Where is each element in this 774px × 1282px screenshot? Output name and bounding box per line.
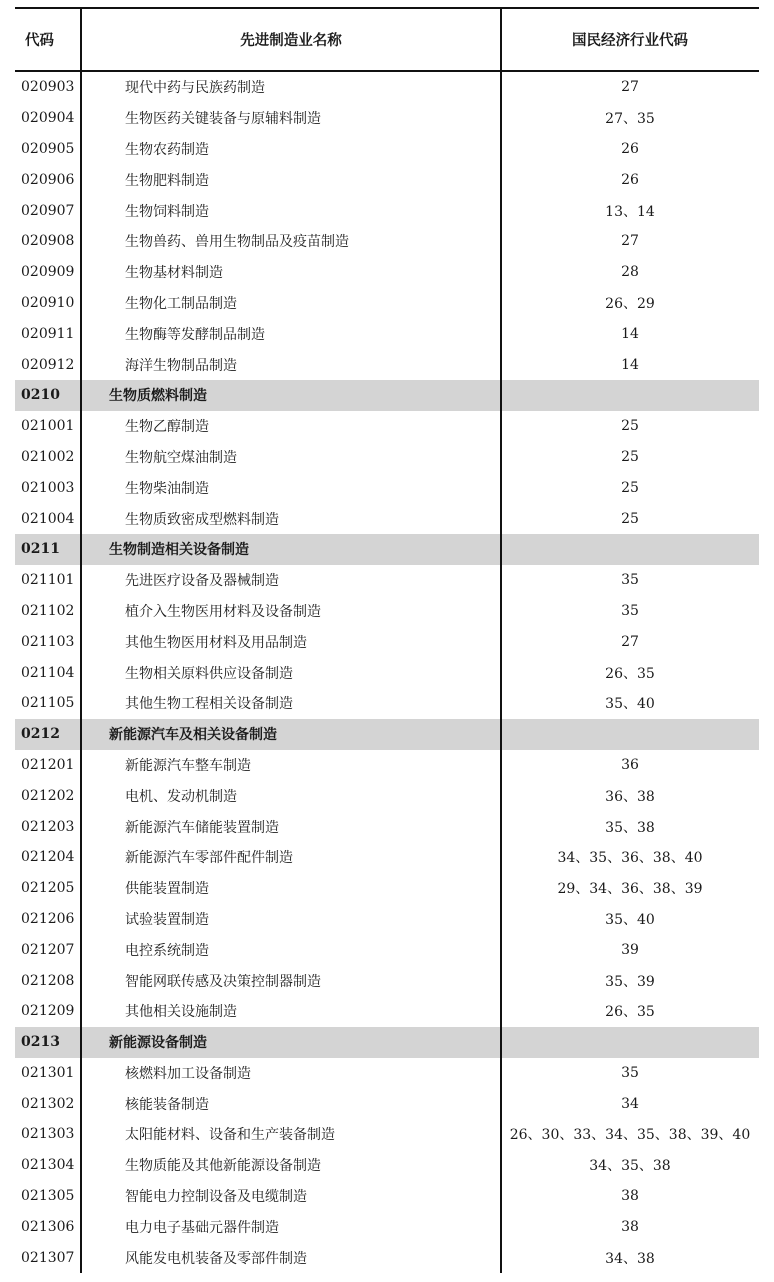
table-row: [15, 1211, 759, 1242]
cell-industry: 25: [621, 448, 639, 465]
cell-industry: 27: [621, 79, 639, 96]
cell-name: 生物农药制造: [125, 141, 209, 158]
cell-code: 021201: [21, 756, 75, 773]
cell-industry: 26、30、33、34、35、38、39、40: [509, 1127, 751, 1144]
table-row: [15, 657, 759, 688]
cell-code: 021302: [21, 1095, 75, 1112]
cell-name: 核燃料加工设备制造: [125, 1065, 251, 1082]
table-row: [15, 565, 759, 596]
cell-industry: 14: [621, 325, 639, 342]
cell-name: 生物酶等发酵制品制造: [125, 326, 265, 343]
cell-code: 0210: [21, 387, 60, 404]
cell-name: 供能装置制造: [125, 881, 209, 898]
cell-name: 其他相关设施制造: [125, 1004, 237, 1021]
table-row: [15, 934, 759, 965]
cell-industry: 25: [621, 418, 639, 435]
cell-industry: 26、35: [605, 1004, 655, 1021]
table-row: [15, 811, 759, 842]
cell-name: 风能发电机装备及零部件制造: [125, 1250, 307, 1267]
cell-name: 电控系统制造: [125, 942, 209, 959]
cell-code: 021305: [21, 1188, 75, 1205]
cell-code: 021105: [21, 695, 75, 712]
cell-code: 021102: [21, 602, 75, 619]
cell-industry: 34、35、36、38、40: [557, 850, 703, 867]
cell-industry: 26、29: [605, 295, 655, 312]
table-row: [15, 688, 759, 719]
table-row: [15, 195, 759, 226]
cell-name: 新能源汽车及相关设备制造: [109, 727, 277, 744]
cell-code: 021207: [21, 941, 75, 958]
cell-name: 生物柴油制造: [125, 480, 209, 497]
table-row: [15, 318, 759, 349]
cell-name: 生物相关原料供应设备制造: [125, 665, 293, 682]
category-row: [15, 534, 759, 565]
table-row: [15, 873, 759, 904]
table-body: [15, 72, 759, 1273]
cell-code: 021101: [21, 572, 75, 589]
cell-name: 先进医疗设备及器械制造: [125, 573, 279, 590]
category-row: [15, 380, 759, 411]
cell-name: 电机、发动机制造: [125, 788, 237, 805]
table-row: [15, 1242, 759, 1273]
table-row: [15, 596, 759, 627]
cell-industry: 27、35: [605, 111, 655, 128]
cell-code: 021209: [21, 1003, 75, 1020]
table-row: [15, 750, 759, 781]
column-divider-2: [500, 7, 502, 1273]
cell-code: 020904: [21, 110, 75, 127]
cell-industry: 13、14: [605, 203, 655, 220]
cell-industry: 39: [621, 941, 639, 958]
cell-code: 021002: [21, 448, 75, 465]
cell-industry: 35、38: [605, 819, 655, 836]
cell-code: 021306: [21, 1218, 75, 1235]
table-row: [15, 472, 759, 503]
category-row: [15, 719, 759, 750]
table-row: [15, 1058, 759, 1089]
cell-code: 020907: [21, 202, 75, 219]
cell-industry: 34: [621, 1095, 639, 1112]
cell-name: 生物兽药、兽用生物制品及疫苗制造: [125, 234, 349, 251]
cell-code: 021001: [21, 418, 75, 435]
cell-industry: 29、34、36、38、39: [557, 881, 703, 898]
cell-industry: 14: [621, 356, 639, 373]
cell-name: 生物质燃料制造: [109, 388, 207, 405]
table-row: [15, 904, 759, 935]
cell-industry: 34、38: [605, 1250, 655, 1267]
cell-code: 021103: [21, 633, 75, 650]
column-divider-1: [80, 7, 82, 1273]
cell-code: 020903: [21, 79, 75, 96]
table-row: [15, 72, 759, 103]
cell-code: 020905: [21, 140, 75, 157]
table-row: [15, 842, 759, 873]
cell-name: 植介入生物医用材料及设备制造: [125, 603, 321, 620]
cell-industry: 35: [621, 602, 639, 619]
table-row: [15, 626, 759, 657]
table-row: [15, 996, 759, 1027]
cell-code: 021202: [21, 787, 75, 804]
table-row: [15, 1119, 759, 1150]
cell-name: 新能源汽车储能装置制造: [125, 819, 279, 836]
cell-code: 021208: [21, 972, 75, 989]
cell-name: 新能源设备制造: [109, 1035, 207, 1052]
table-header: [15, 7, 759, 72]
cell-name: 现代中药与民族药制造: [125, 80, 265, 97]
cell-industry: 27: [621, 233, 639, 250]
industry-code-table: [15, 7, 759, 1273]
cell-code: 020906: [21, 171, 75, 188]
cell-code: 0212: [21, 726, 60, 743]
table-row: [15, 411, 759, 442]
table-row: [15, 1088, 759, 1119]
cell-code: 021206: [21, 910, 75, 927]
table-row: [15, 103, 759, 134]
cell-industry: 35、40: [605, 696, 655, 713]
cell-name: 生物医药关键装备与原辅料制造: [125, 111, 321, 128]
cell-name: 生物制造相关设备制造: [109, 542, 249, 559]
table-row: [15, 349, 759, 380]
cell-name: 生物肥料制造: [125, 172, 209, 189]
header-name: 先进制造业名称: [240, 32, 342, 49]
table-row: [15, 164, 759, 195]
cell-industry: 38: [621, 1218, 639, 1235]
cell-industry: 35: [621, 1064, 639, 1081]
cell-industry: 26: [621, 171, 639, 188]
cell-name: 核能装备制造: [125, 1096, 209, 1113]
table-row: [15, 226, 759, 257]
cell-industry: 28: [621, 264, 639, 281]
cell-name: 生物基材料制造: [125, 265, 223, 282]
cell-name: 太阳能材料、设备和生产装备制造: [125, 1127, 335, 1144]
cell-code: 020908: [21, 233, 75, 250]
cell-name: 其他生物医用材料及用品制造: [125, 634, 307, 651]
cell-name: 生物质致密成型燃料制造: [125, 511, 279, 528]
cell-code: 021104: [21, 664, 75, 681]
cell-code: 0211: [21, 541, 60, 558]
cell-industry: 35: [621, 572, 639, 589]
table-row: [15, 134, 759, 165]
cell-code: 021204: [21, 849, 75, 866]
table-row: [15, 1150, 759, 1181]
cell-name: 生物乙醇制造: [125, 419, 209, 436]
cell-industry: 34、35、38: [589, 1158, 671, 1175]
cell-name: 生物质能及其他新能源设备制造: [125, 1158, 321, 1175]
cell-code: 0213: [21, 1034, 60, 1051]
cell-industry: 36: [621, 756, 639, 773]
cell-code: 020910: [21, 294, 75, 311]
cell-name: 新能源汽车零部件配件制造: [125, 850, 293, 867]
cell-code: 020911: [21, 325, 75, 342]
cell-code: 021205: [21, 880, 75, 897]
header-code: 代码: [25, 32, 54, 49]
cell-code: 021203: [21, 818, 75, 835]
cell-name: 其他生物工程相关设备制造: [125, 696, 293, 713]
cell-name: 生物航空煤油制造: [125, 449, 237, 466]
table-row: [15, 1181, 759, 1212]
cell-code: 021303: [21, 1126, 75, 1143]
table-row: [15, 503, 759, 534]
cell-code: 020909: [21, 264, 75, 281]
table-row: [15, 442, 759, 473]
cell-name: 电力电子基础元器件制造: [125, 1219, 279, 1236]
cell-code: 020912: [21, 356, 75, 373]
cell-name: 生物化工制品制造: [125, 295, 237, 312]
cell-industry: 36、38: [605, 788, 655, 805]
cell-name: 新能源汽车整车制造: [125, 757, 251, 774]
cell-industry: 35、40: [605, 911, 655, 928]
table-row: [15, 965, 759, 996]
cell-name: 海洋生物制品制造: [125, 357, 237, 374]
cell-industry: 25: [621, 479, 639, 496]
table-row: [15, 780, 759, 811]
cell-code: 021304: [21, 1157, 75, 1174]
cell-industry: 35、39: [605, 973, 655, 990]
cell-industry: 25: [621, 510, 639, 527]
cell-name: 智能网联传感及决策控制器制造: [125, 973, 321, 990]
cell-code: 021307: [21, 1249, 75, 1266]
cell-industry: 38: [621, 1188, 639, 1205]
table-row: [15, 257, 759, 288]
cell-industry: 26、35: [605, 665, 655, 682]
cell-code: 021004: [21, 510, 75, 527]
header-industry: 国民经济行业代码: [572, 32, 688, 49]
cell-name: 生物饲料制造: [125, 203, 209, 220]
table-row: [15, 288, 759, 319]
cell-code: 021301: [21, 1064, 75, 1081]
cell-name: 试验装置制造: [125, 911, 209, 928]
cell-name: 智能电力控制设备及电缆制造: [125, 1189, 307, 1206]
category-row: [15, 1027, 759, 1058]
cell-industry: 26: [621, 140, 639, 157]
cell-code: 021003: [21, 479, 75, 496]
cell-industry: 27: [621, 633, 639, 650]
